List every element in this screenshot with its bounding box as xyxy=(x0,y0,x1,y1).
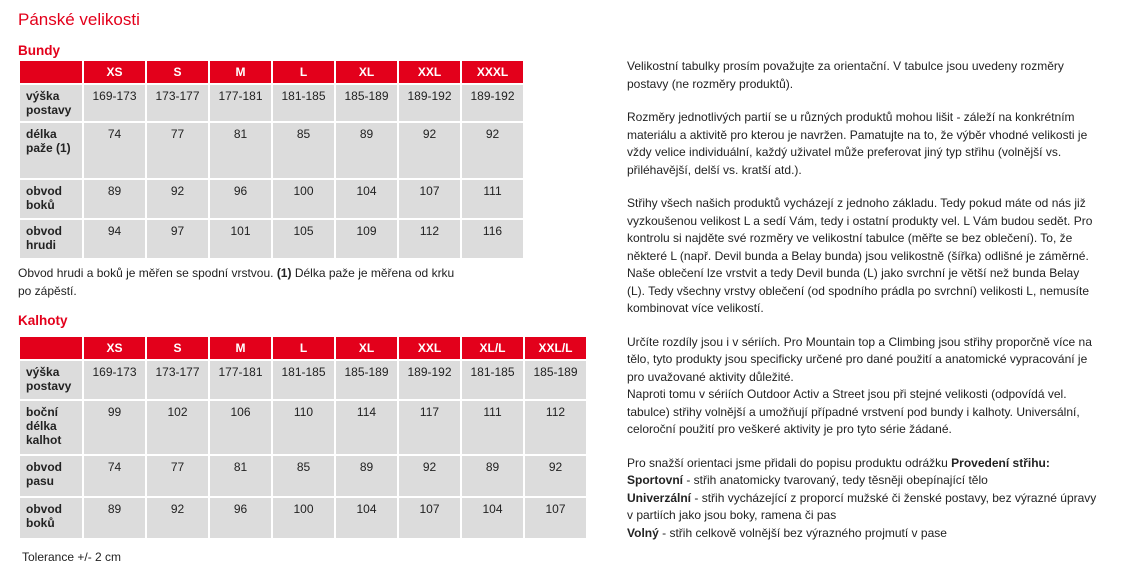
table-cell: 89 xyxy=(84,498,145,538)
cut-type-intro xyxy=(627,455,1097,473)
jackets-size-table xyxy=(18,59,525,260)
table-cell: 102 xyxy=(147,401,208,454)
info-paragraph: Určíte rozdíly jsou i v sériích. Pro Mountain top a Climbing jsou střihy proporčně více na tělo, tyto produkty jsou specificky určené pro dané použití a anatomické vypracování je pro uvažované aktivity důležité. xyxy=(627,334,1092,384)
table-cell: 114 xyxy=(336,401,397,454)
pants-size-table xyxy=(18,335,588,540)
table-cell: 189-192 xyxy=(399,85,460,121)
row-label: výška postavy xyxy=(20,361,82,399)
table-cell: 177-181 xyxy=(210,85,271,121)
table-cell: 85 xyxy=(273,456,334,496)
size-header: XS xyxy=(84,61,145,83)
table-cell: 77 xyxy=(147,123,208,178)
size-info-text xyxy=(627,58,1097,542)
table-cell: 116 xyxy=(462,220,523,258)
table-cell: 189-192 xyxy=(462,85,523,121)
cut-type-name: Volný xyxy=(627,525,659,540)
table-cell: 185-189 xyxy=(336,85,397,121)
table-cell: 92 xyxy=(399,456,460,496)
table-cell: 107 xyxy=(525,498,586,538)
table-cell: 94 xyxy=(84,220,145,258)
size-header: XXL xyxy=(399,61,460,83)
cut-type-desc: - střih anatomicky tvarovaný, tedy těsněji obepínající tělo xyxy=(683,473,988,487)
table-cell: 181-185 xyxy=(462,361,523,399)
table-cell: 104 xyxy=(462,498,523,538)
table-cell: 81 xyxy=(210,456,271,496)
info-paragraph: Naproti tomu v sériích Outdoor Activ a Street jsou při stejné velikosti (odpovídá vel. tabulce) střihy volnější a umožňují případné vrstvení pod bundy i kalhoty. Universální, celoroční použití pro veškeré aktivity je pro tyto série žádané. xyxy=(627,387,1080,436)
tolerance-note: Tolerance +/- 2 cm xyxy=(22,550,122,564)
table-cell: 107 xyxy=(399,498,460,538)
pants-section-title: Kalhoty xyxy=(18,313,68,328)
cut-type-item xyxy=(627,490,1097,525)
jackets-note xyxy=(18,264,468,300)
size-header: S xyxy=(147,337,208,359)
table-cell: 106 xyxy=(210,401,271,454)
table-cell: 100 xyxy=(273,180,334,218)
info-paragraph: Rozměry jednotlivých partií se u různých produktů mohou lišit - záleží na konkrétním materiálu a aktivitě pro kterou je navržen. Pamatujte na to, že výběr vhodné velikosti je vždy velice individuální, každý uživatel může preferovat jiný typ střihu (volnější vs. přiléhavější, delší vs. kratší atd.). xyxy=(627,110,1088,177)
cut-type-item xyxy=(627,525,1097,543)
table-cell: 92 xyxy=(147,498,208,538)
table-row xyxy=(20,85,523,121)
table-cell: 110 xyxy=(273,401,334,454)
table-row xyxy=(20,361,586,399)
row-label: obvod boků xyxy=(20,498,82,538)
table-cell: 89 xyxy=(462,456,523,496)
table-cell: 89 xyxy=(336,456,397,496)
jackets-section-title: Bundy xyxy=(18,43,60,58)
table-row xyxy=(20,180,523,218)
size-header: XS xyxy=(84,337,145,359)
table-cell: 117 xyxy=(399,401,460,454)
table-cell: 96 xyxy=(210,180,271,218)
table-cell: 92 xyxy=(525,456,586,496)
table-row xyxy=(20,123,523,178)
cut-type-desc: - střih celkově volnější bez výrazného projmutí v pase xyxy=(658,525,947,540)
table-corner xyxy=(20,61,82,83)
table-row xyxy=(20,220,523,258)
row-label: obvod pasu xyxy=(20,456,82,496)
table-cell: 104 xyxy=(336,180,397,218)
cut-intro-label: Provedení střihu: xyxy=(951,455,1050,470)
note-text: Obvod hrudi a boků je měřen se spodní vrstvou. xyxy=(18,266,277,280)
table-cell: 112 xyxy=(525,401,586,454)
table-cell: 85 xyxy=(273,123,334,178)
cut-type-name: Sportovní xyxy=(627,473,683,487)
size-header: XL xyxy=(336,337,397,359)
table-cell: 74 xyxy=(84,123,145,178)
table-cell: 181-185 xyxy=(273,85,334,121)
table-cell: 111 xyxy=(462,180,523,218)
table-cell: 89 xyxy=(84,180,145,218)
table-cell: 97 xyxy=(147,220,208,258)
row-label: délka paže (1) xyxy=(20,123,82,178)
cut-type-name: Univerzální xyxy=(627,490,692,505)
size-header: S xyxy=(147,61,208,83)
table-row xyxy=(20,401,586,454)
table-cell: 173-177 xyxy=(147,361,208,399)
table-cell: 77 xyxy=(147,456,208,496)
table-row xyxy=(20,456,586,496)
table-cell: 112 xyxy=(399,220,460,258)
size-header: XL/L xyxy=(462,337,523,359)
size-header: XXL xyxy=(399,337,460,359)
table-cell: 181-185 xyxy=(273,361,334,399)
size-header: M xyxy=(210,61,271,83)
table-cell: 173-177 xyxy=(147,85,208,121)
table-cell: 185-189 xyxy=(336,361,397,399)
table-cell: 189-192 xyxy=(399,361,460,399)
size-header: L xyxy=(273,61,334,83)
table-cell: 169-173 xyxy=(84,85,145,121)
table-cell: 96 xyxy=(210,498,271,538)
table-cell: 169-173 xyxy=(84,361,145,399)
table-corner xyxy=(20,337,82,359)
row-label: boční délka kalhot xyxy=(20,401,82,454)
table-row xyxy=(20,498,586,538)
table-cell: 107 xyxy=(399,180,460,218)
table-cell: 89 xyxy=(336,123,397,178)
table-cell: 177-181 xyxy=(210,361,271,399)
table-cell: 111 xyxy=(462,401,523,454)
size-header: M xyxy=(210,337,271,359)
info-paragraph: Velikostní tabulky prosím považujte za orientační. V tabulce jsou uvedeny rozměry postavy (ne rozměry produktů). xyxy=(627,59,1064,91)
table-cell: 99 xyxy=(84,401,145,454)
page-title: Pánské velikosti xyxy=(18,10,140,29)
table-cell: 104 xyxy=(336,498,397,538)
table-cell: 185-189 xyxy=(525,361,586,399)
row-label: obvod hrudi xyxy=(20,220,82,258)
table-cell: 74 xyxy=(84,456,145,496)
size-header: XL xyxy=(336,61,397,83)
table-cell: 109 xyxy=(336,220,397,258)
table-cell: 101 xyxy=(210,220,271,258)
cut-intro-text: Pro snažší orientaci jsme přidali do popisu produktu odrážku xyxy=(627,455,952,470)
table-cell: 81 xyxy=(210,123,271,178)
table-cell: 92 xyxy=(147,180,208,218)
note-text-continued: Délka paže je měřena od krku po zápěstí. xyxy=(18,266,455,298)
size-header: XXL/L xyxy=(525,337,586,359)
row-label: výška postavy xyxy=(20,85,82,121)
size-header: XXXL xyxy=(462,61,523,83)
size-header: L xyxy=(273,337,334,359)
cut-type-desc: - střih vycházející z proporcí mužské či ženské postavy, bez výrazné úpravy v partiích jako jsou boky, ramena či pas xyxy=(627,490,1097,522)
table-cell: 92 xyxy=(399,123,460,178)
row-label: obvod boků xyxy=(20,180,82,218)
table-cell: 105 xyxy=(273,220,334,258)
cut-type-item xyxy=(627,472,1097,490)
info-paragraph: Střihy všech našich produktů vycházejí z jednoho základu. Tedy pokud máte od nás již vyzkoušenou velikost L a sedí Vám, tedy i ostatní produkty vel. L Vám budou sedět. Pro kontrolu si najděte své rozměry ve velikostní tabulce (měřte se bez oblečení). To, že některé L (např. Devil bunda a Belay bunda) jsou velikostně (šířka) odlišné je záměrné. Naše oblečení lze vrstvit a tedy Devil bunda (L) jako svrchní je větší než bunda Belay (L). Tedy všechny vrstvy oblečení (od spodního prádla po svrchní) velikosti L, nemusíte kombinovat více velikostí. xyxy=(627,196,1093,315)
cut-type-list xyxy=(627,472,1097,542)
note-marker: (1) xyxy=(276,266,292,280)
table-cell: 100 xyxy=(273,498,334,538)
table-cell: 92 xyxy=(462,123,523,178)
